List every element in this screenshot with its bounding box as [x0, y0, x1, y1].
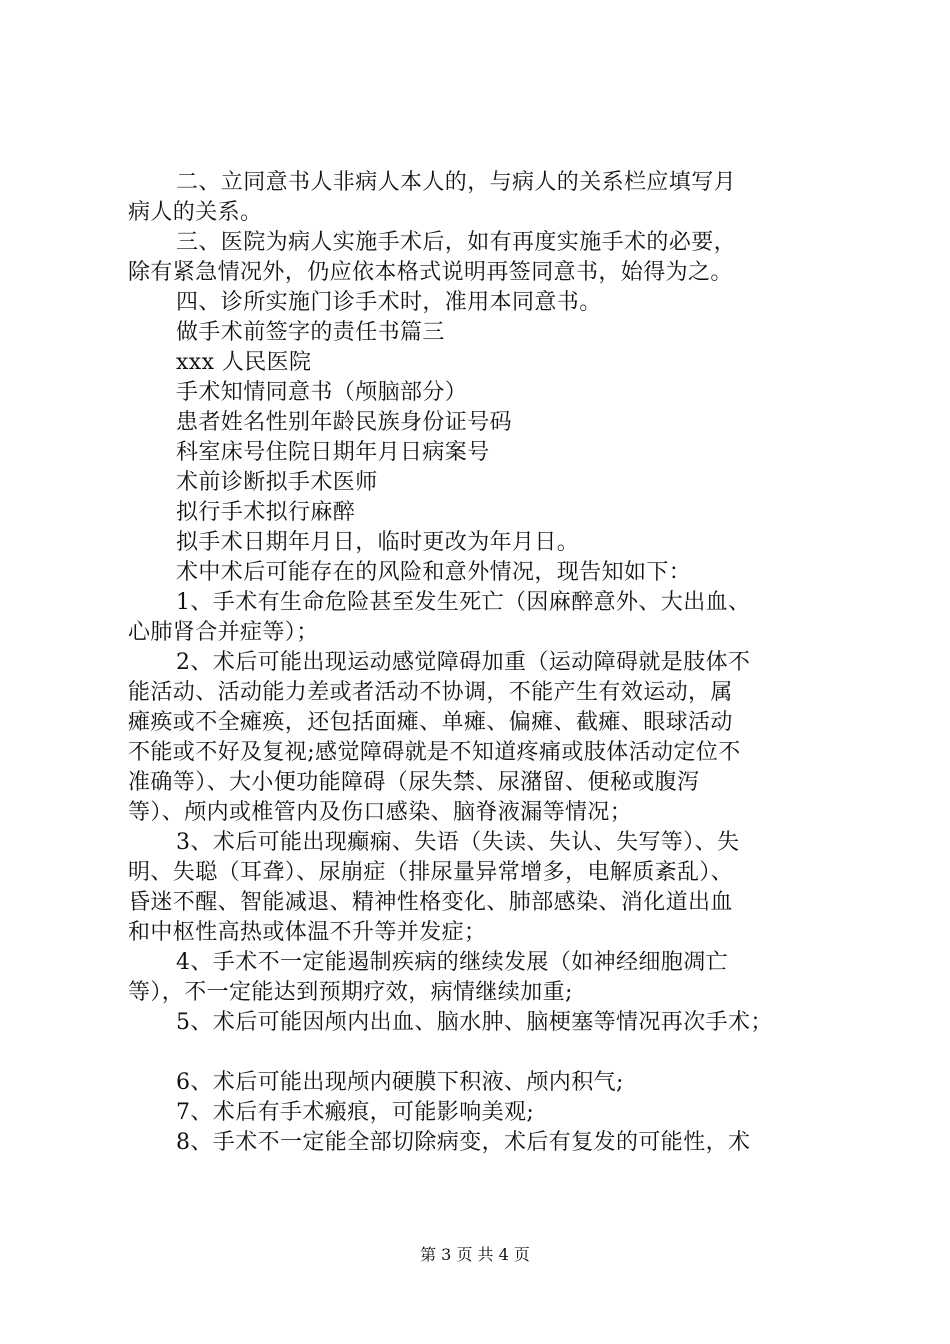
text-line: 4、手术不一定能遏制疾病的继续发展（如神经细胞凋亡 — [176, 950, 728, 975]
text-line: 和中枢性高热或体温不升等并发症； — [128, 920, 487, 945]
text-line: 手术知情同意书（颅脑部分） — [176, 380, 468, 405]
text-line: 拟手术日期年月日，临时更改为年月日。 — [176, 530, 580, 555]
text-line: 心肺肾合并症等）； — [128, 620, 319, 645]
text-line: 除有紧急情况外，仍应依本格式说明再签同意书，始得为之。 — [128, 260, 733, 285]
text-line: 昏迷不醒、智能减退、精神性格变化、肺部感染、消化道出血 — [128, 890, 733, 915]
text-line: 做手术前签字的责任书篇三 — [176, 320, 445, 345]
text-line: xxx 人民医院 — [176, 350, 312, 375]
text-line: 3、术后可能出现癫痫、失语（失读、失认、失写等）、失 — [176, 830, 740, 855]
text-line: 等），不一定能达到预期疗效，病情继续加重; — [128, 980, 573, 1005]
text-line: 二、立同意书人非病人本人的，与病人的关系栏应填写月 — [176, 170, 737, 195]
text-line: 7、术后有手术瘢痕，可能影响美观; — [176, 1100, 535, 1125]
blank-line — [128, 1038, 833, 1068]
page-number-footer: 第 3 页 共 4 页 — [420, 1245, 530, 1264]
text-line: 2、术后可能出现运动感觉障碍加重（运动障碍就是肢体不 — [176, 650, 751, 675]
text-line: 拟行手术拟行麻醉 — [176, 500, 356, 525]
text-line: 瘫痪或不全瘫痪，还包括面瘫、单瘫、偏瘫、截瘫、眼球活动 — [128, 710, 733, 735]
text-line: 三、医院为病人实施手术后，如有再度实施手术的必要， — [176, 230, 737, 255]
text-line: 等）、颅内或椎管内及伤口感染、脑脊液漏等情况； — [128, 800, 633, 825]
text-line: 6、术后可能出现颅内硬膜下积液、颅内积气; — [176, 1070, 624, 1095]
text-line: 患者姓名性别年龄民族身份证号码 — [176, 410, 513, 435]
text-line: 8、手术不一定能全部切除病变，术后有复发的可能性，术 — [176, 1130, 751, 1155]
text-line: 病人的关系。 — [128, 200, 263, 225]
text-line: 能活动、活动能力差或者活动不协调，不能产生有效运动，属 — [128, 680, 733, 705]
text-line: 术前诊断拟手术医师 — [176, 470, 378, 495]
text-line: 不能或不好及复视;感觉障碍就是不知道疼痛或肢体活动定位不 — [128, 740, 741, 765]
text-line: 准确等）、大小便功能障碍（尿失禁、尿潴留、便秘或腹泻 — [128, 770, 700, 795]
text-line: 5、术后可能因颅内出血、脑水肿、脑梗塞等情况再次手术； — [176, 1010, 773, 1035]
text-line: 1、手术有生命危险甚至发生死亡（因麻醉意外、大出血、 — [176, 590, 751, 615]
text-line: 科室床号住院日期年月日病案号 — [176, 440, 490, 465]
text-line: 明、失聪（耳聋）、尿崩症（排尿量异常增多，电解质紊乱）、 — [128, 860, 734, 885]
text-line: 术中术后可能存在的风险和意外情况，现告知如下： — [176, 560, 692, 585]
document-body — [128, 168, 833, 1158]
text-line: 四、诊所实施门诊手术时，准用本同意书。 — [176, 290, 602, 315]
